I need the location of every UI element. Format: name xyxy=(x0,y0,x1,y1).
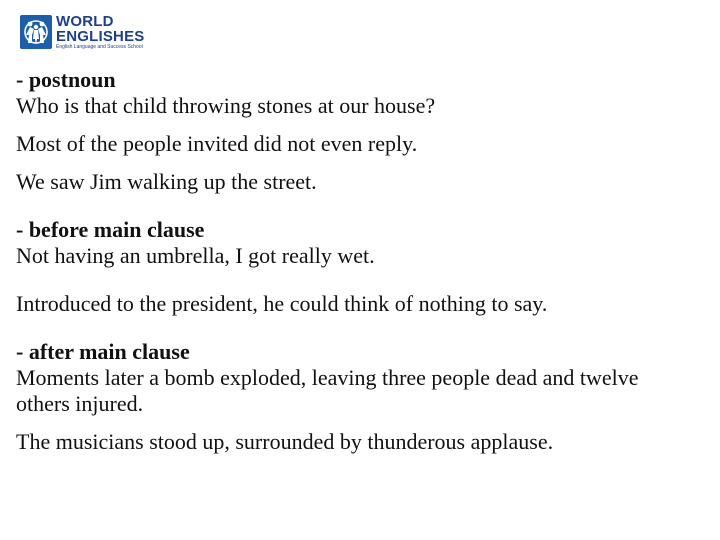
example-after-1-line-2: others injured. xyxy=(16,391,144,416)
example-after-2: The musicians stood up, surrounded by thunderous applause. xyxy=(16,429,554,454)
slide-content xyxy=(16,67,706,455)
example-before-1: Not having an umbrella, I got really wet. xyxy=(16,243,375,268)
logo-title-top: WORLD xyxy=(56,13,114,30)
heading-postnoun: - postnoun xyxy=(16,67,116,92)
heading-after-main-clause: - after main clause xyxy=(16,339,190,364)
example-after-1-line-1: Moments later a bomb exploded, leaving three people dead and twelve xyxy=(16,365,639,390)
example-postnoun-3: We saw Jim walking up the street. xyxy=(16,169,317,194)
example-before-2: Introduced to the president, he could think of nothing to say. xyxy=(16,291,548,316)
globe-people-icon xyxy=(20,15,52,49)
heading-before-main-clause: - before main clause xyxy=(16,217,205,242)
world-englishes-logo xyxy=(20,14,144,50)
example-postnoun-1: Who is that child throwing stones at our house? xyxy=(16,93,436,118)
example-postnoun-2: Most of the people invited did not even reply. xyxy=(16,131,418,156)
logo-tagline: English Language and Success School xyxy=(56,44,143,50)
logo-title-bottom: ENGLISHES xyxy=(56,28,145,45)
